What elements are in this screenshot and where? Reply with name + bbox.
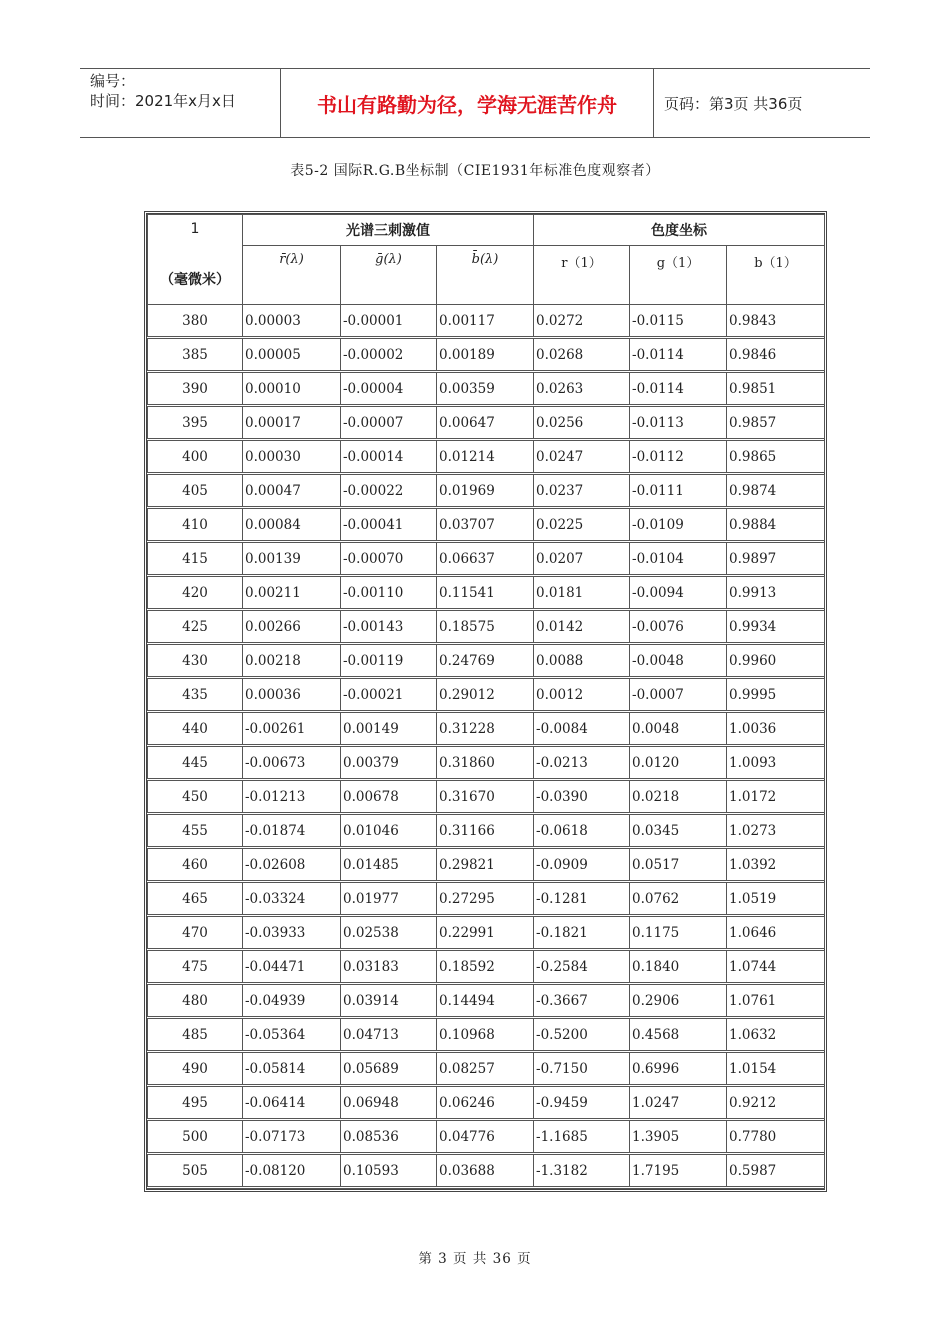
wavelength-cell: 430 [148, 644, 243, 678]
value-cell: 1.0093 [727, 746, 825, 780]
value-cell: -0.0109 [630, 508, 727, 542]
value-cell: 0.0762 [630, 882, 727, 916]
time-label: 时间：2021年x月x日 [90, 92, 236, 110]
rgb-table [147, 214, 825, 1189]
lambda-label: 1 [190, 221, 200, 237]
value-cell: 1.0247 [630, 1086, 727, 1120]
value-cell: -1.1685 [534, 1120, 630, 1154]
value-cell: 0.18592 [437, 950, 534, 984]
value-cell: 0.03688 [437, 1154, 534, 1188]
table-row [148, 848, 825, 882]
value-cell: -0.0104 [630, 542, 727, 576]
wavelength-cell: 455 [148, 814, 243, 848]
value-cell: -0.00014 [341, 440, 437, 474]
value-cell: -0.03324 [243, 882, 341, 916]
table-row [148, 678, 825, 712]
value-cell: 0.0263 [534, 372, 630, 406]
value-cell: 0.0207 [534, 542, 630, 576]
value-cell: 1.0172 [727, 780, 825, 814]
value-cell: -0.00119 [341, 644, 437, 678]
wavelength-cell: 390 [148, 372, 243, 406]
value-cell: 0.01977 [341, 882, 437, 916]
value-cell: 0.00030 [243, 440, 341, 474]
table-row [148, 780, 825, 814]
value-cell: -0.00261 [243, 712, 341, 746]
value-cell: 0.22991 [437, 916, 534, 950]
table-row [148, 712, 825, 746]
wavelength-cell: 505 [148, 1154, 243, 1188]
value-cell: 1.0744 [727, 950, 825, 984]
value-cell: 0.01485 [341, 848, 437, 882]
table-caption: 表5-2 国际R.G.B坐标制（CIE1931年标准色度观察者） [290, 163, 660, 179]
wavelength-cell: 475 [148, 950, 243, 984]
value-cell: -0.0114 [630, 338, 727, 372]
value-cell: 0.14494 [437, 984, 534, 1018]
value-cell: -0.04471 [243, 950, 341, 984]
value-cell: 0.0048 [630, 712, 727, 746]
col-g: g（1） [630, 246, 727, 305]
value-cell: 0.01046 [341, 814, 437, 848]
value-cell: 0.27295 [437, 882, 534, 916]
value-cell: 0.00211 [243, 576, 341, 610]
header-meta [80, 69, 281, 137]
value-cell: -0.0909 [534, 848, 630, 882]
value-cell: 0.9865 [727, 440, 825, 474]
value-cell: 0.9846 [727, 338, 825, 372]
value-cell: -0.05364 [243, 1018, 341, 1052]
wavelength-cell: 460 [148, 848, 243, 882]
value-cell: -0.1821 [534, 916, 630, 950]
value-cell: 1.3905 [630, 1120, 727, 1154]
value-cell: -0.00002 [341, 338, 437, 372]
value-cell: -0.0390 [534, 780, 630, 814]
value-cell: 0.00084 [243, 508, 341, 542]
table-row [148, 644, 825, 678]
wavelength-header [148, 215, 243, 305]
value-cell: 0.0120 [630, 746, 727, 780]
wavelength-cell: 415 [148, 542, 243, 576]
value-cell: 1.0036 [727, 712, 825, 746]
value-cell: -0.0115 [630, 305, 727, 338]
value-cell: -0.9459 [534, 1086, 630, 1120]
value-cell: 0.9897 [727, 542, 825, 576]
wavelength-cell: 485 [148, 1018, 243, 1052]
value-cell: 0.01969 [437, 474, 534, 508]
table-row [148, 610, 825, 644]
value-cell: -0.00070 [341, 542, 437, 576]
value-cell: 0.00149 [341, 712, 437, 746]
value-cell: 0.31166 [437, 814, 534, 848]
value-cell: -0.0213 [534, 746, 630, 780]
value-cell: 1.0392 [727, 848, 825, 882]
value-cell: 0.06637 [437, 542, 534, 576]
value-cell: -0.3667 [534, 984, 630, 1018]
value-cell: 0.9960 [727, 644, 825, 678]
value-cell: -0.08120 [243, 1154, 341, 1188]
value-cell: 0.0272 [534, 305, 630, 338]
value-cell: -0.0076 [630, 610, 727, 644]
value-cell: -0.00007 [341, 406, 437, 440]
value-cell: 0.10968 [437, 1018, 534, 1052]
wavelength-cell: 380 [148, 305, 243, 338]
unit-label: （毫微米） [160, 272, 230, 288]
value-cell: 0.00189 [437, 338, 534, 372]
value-cell: 0.00379 [341, 746, 437, 780]
rgb-table-frame [144, 211, 827, 1192]
value-cell: 0.1175 [630, 916, 727, 950]
value-cell: 0.02538 [341, 916, 437, 950]
wavelength-cell: 435 [148, 678, 243, 712]
value-cell: -0.0113 [630, 406, 727, 440]
value-cell: -0.00022 [341, 474, 437, 508]
value-cell: 0.4568 [630, 1018, 727, 1052]
value-cell: 0.00047 [243, 474, 341, 508]
wavelength-cell: 450 [148, 780, 243, 814]
value-cell: 0.00036 [243, 678, 341, 712]
table-row [148, 814, 825, 848]
value-cell: -0.01213 [243, 780, 341, 814]
table-row [148, 1086, 825, 1120]
value-cell: 0.00678 [341, 780, 437, 814]
value-cell: -0.05814 [243, 1052, 341, 1086]
header-page-info: 页码：第3页 共36页 [664, 94, 803, 113]
value-cell: 0.9884 [727, 508, 825, 542]
value-cell: -0.0112 [630, 440, 727, 474]
value-cell: 0.9857 [727, 406, 825, 440]
value-cell: 1.7195 [630, 1154, 727, 1188]
col-r: r（1） [534, 246, 630, 305]
value-cell: -0.00041 [341, 508, 437, 542]
value-cell: 0.10593 [341, 1154, 437, 1188]
table-row [148, 746, 825, 780]
value-cell: 0.0218 [630, 780, 727, 814]
wavelength-cell: 500 [148, 1120, 243, 1154]
value-cell: 0.29012 [437, 678, 534, 712]
number-label: 编号： [90, 72, 136, 90]
value-cell: 0.04713 [341, 1018, 437, 1052]
value-cell: 0.00117 [437, 305, 534, 338]
col-g-bar: ḡ(λ) [341, 246, 437, 305]
table-body [148, 305, 825, 1188]
value-cell: 1.0632 [727, 1018, 825, 1052]
value-cell: 0.9913 [727, 576, 825, 610]
wavelength-cell: 490 [148, 1052, 243, 1086]
value-cell: -0.0618 [534, 814, 630, 848]
table-row [148, 1052, 825, 1086]
value-cell: 0.05689 [341, 1052, 437, 1086]
value-cell: 0.5987 [727, 1154, 825, 1188]
value-cell: 0.6996 [630, 1052, 727, 1086]
value-cell: 0.9851 [727, 372, 825, 406]
value-cell: -0.7150 [534, 1052, 630, 1086]
wavelength-cell: 410 [148, 508, 243, 542]
value-cell: -0.00021 [341, 678, 437, 712]
value-cell: -0.00110 [341, 576, 437, 610]
tristimulus-header: 光谱三刺激值 [243, 215, 534, 246]
value-cell: -0.00004 [341, 372, 437, 406]
table-row [148, 372, 825, 406]
value-cell: 0.03183 [341, 950, 437, 984]
value-cell: 0.0237 [534, 474, 630, 508]
table-row [148, 950, 825, 984]
wavelength-cell: 400 [148, 440, 243, 474]
value-cell: -0.02608 [243, 848, 341, 882]
value-cell: 0.31860 [437, 746, 534, 780]
value-cell: 1.0519 [727, 882, 825, 916]
value-cell: 0.0345 [630, 814, 727, 848]
value-cell: -0.0048 [630, 644, 727, 678]
value-cell: 0.0181 [534, 576, 630, 610]
value-cell: 0.0256 [534, 406, 630, 440]
value-cell: 0.7780 [727, 1120, 825, 1154]
value-cell: 0.9212 [727, 1086, 825, 1120]
value-cell: 0.31228 [437, 712, 534, 746]
value-cell: -0.00673 [243, 746, 341, 780]
value-cell: -0.04939 [243, 984, 341, 1018]
value-cell: 0.06948 [341, 1086, 437, 1120]
wavelength-cell: 425 [148, 610, 243, 644]
value-cell: 0.24769 [437, 644, 534, 678]
value-cell: 0.9995 [727, 678, 825, 712]
value-cell: 0.00266 [243, 610, 341, 644]
value-cell: 0.0142 [534, 610, 630, 644]
value-cell: 0.2906 [630, 984, 727, 1018]
value-cell: 0.0225 [534, 508, 630, 542]
wavelength-cell: 445 [148, 746, 243, 780]
value-cell: -0.0084 [534, 712, 630, 746]
value-cell: 0.0088 [534, 644, 630, 678]
header-motto: 书山有路勤为径，学海无涯苦作舟 [281, 69, 654, 137]
table-row [148, 440, 825, 474]
value-cell: -0.00143 [341, 610, 437, 644]
table-row [148, 576, 825, 610]
value-cell: 1.0154 [727, 1052, 825, 1086]
value-cell: -0.0007 [630, 678, 727, 712]
value-cell: 0.00218 [243, 644, 341, 678]
value-cell: 0.00647 [437, 406, 534, 440]
table-row [148, 508, 825, 542]
value-cell: 0.9843 [727, 305, 825, 338]
table-row [148, 305, 825, 338]
wavelength-cell: 465 [148, 882, 243, 916]
value-cell: 0.00359 [437, 372, 534, 406]
col-b-bar: b̄(λ) [437, 246, 534, 305]
value-cell: -0.01874 [243, 814, 341, 848]
value-cell: -0.0094 [630, 576, 727, 610]
table-row [148, 882, 825, 916]
wavelength-cell: 440 [148, 712, 243, 746]
value-cell: -0.0114 [630, 372, 727, 406]
table-row [148, 1154, 825, 1188]
value-cell: -0.2584 [534, 950, 630, 984]
wavelength-cell: 395 [148, 406, 243, 440]
chromaticity-header: 色度坐标 [534, 215, 825, 246]
value-cell: 0.08536 [341, 1120, 437, 1154]
value-cell: 0.00139 [243, 542, 341, 576]
value-cell: -0.5200 [534, 1018, 630, 1052]
value-cell: 0.00017 [243, 406, 341, 440]
col-r-bar: r̄(λ) [243, 246, 341, 305]
value-cell: 0.9874 [727, 474, 825, 508]
value-cell: 0.0012 [534, 678, 630, 712]
table-row [148, 406, 825, 440]
col-b: b（1） [727, 246, 825, 305]
table-row [148, 338, 825, 372]
value-cell: 1.0761 [727, 984, 825, 1018]
value-cell: 0.9934 [727, 610, 825, 644]
value-cell: 0.0268 [534, 338, 630, 372]
value-cell: 0.1840 [630, 950, 727, 984]
value-cell: 0.31670 [437, 780, 534, 814]
value-cell: -0.03933 [243, 916, 341, 950]
value-cell: 0.29821 [437, 848, 534, 882]
wavelength-cell: 470 [148, 916, 243, 950]
page-header [80, 68, 870, 138]
table-row [148, 916, 825, 950]
value-cell: 0.00003 [243, 305, 341, 338]
value-cell: 0.0247 [534, 440, 630, 474]
value-cell: 0.01214 [437, 440, 534, 474]
value-cell: 0.03707 [437, 508, 534, 542]
table-row [148, 1120, 825, 1154]
value-cell: -0.0111 [630, 474, 727, 508]
value-cell: 0.06246 [437, 1086, 534, 1120]
table-row [148, 1018, 825, 1052]
wavelength-cell: 405 [148, 474, 243, 508]
value-cell: -0.06414 [243, 1086, 341, 1120]
table-row [148, 542, 825, 576]
table-row [148, 474, 825, 508]
value-cell: -0.07173 [243, 1120, 341, 1154]
value-cell: 0.11541 [437, 576, 534, 610]
value-cell: 1.0646 [727, 916, 825, 950]
wavelength-cell: 495 [148, 1086, 243, 1120]
value-cell: 0.00005 [243, 338, 341, 372]
value-cell: 0.0517 [630, 848, 727, 882]
value-cell: -0.00001 [341, 305, 437, 338]
wavelength-cell: 480 [148, 984, 243, 1018]
value-cell: 0.00010 [243, 372, 341, 406]
value-cell: 0.08257 [437, 1052, 534, 1086]
value-cell: 0.04776 [437, 1120, 534, 1154]
value-cell: 0.03914 [341, 984, 437, 1018]
value-cell: 1.0273 [727, 814, 825, 848]
wavelength-cell: 420 [148, 576, 243, 610]
wavelength-cell: 385 [148, 338, 243, 372]
page-footer: 第 3 页 共 36 页 [418, 1251, 532, 1267]
table-row [148, 984, 825, 1018]
value-cell: -0.1281 [534, 882, 630, 916]
value-cell: 0.18575 [437, 610, 534, 644]
value-cell: -1.3182 [534, 1154, 630, 1188]
